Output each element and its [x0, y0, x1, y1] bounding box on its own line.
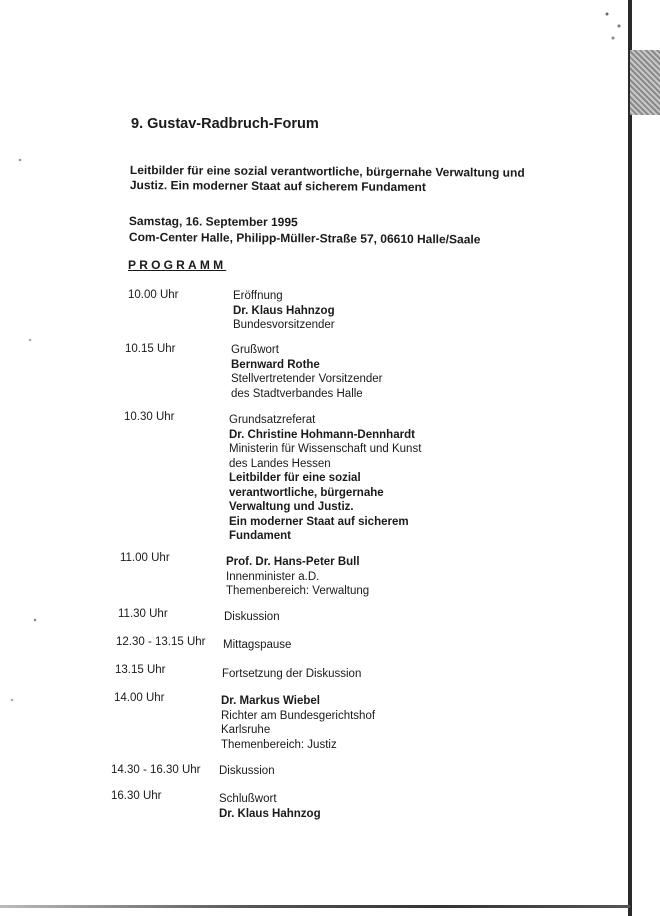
- agenda-time: 11.30 Uhr: [118, 608, 168, 620]
- event-date: Samstag, 16. September 1995: [128, 214, 298, 230]
- agenda-line: des Landes Hessen: [229, 457, 331, 470]
- agenda-line: Diskussion: [219, 765, 275, 777]
- agenda-time: 12.30 - 13.15 Uhr: [116, 636, 206, 648]
- scan-gray-block: [630, 50, 660, 115]
- programm-heading: PROGRAMM: [128, 258, 227, 272]
- agenda-line: des Stadtverbandes Halle: [231, 387, 363, 400]
- agenda-time: 10.30 Uhr: [124, 411, 175, 423]
- agenda-time: 13.15 Uhr: [115, 664, 166, 676]
- agenda-details: [222, 667, 361, 682]
- agenda-line: Schlußwort: [219, 793, 277, 805]
- agenda-line-bold: Prof. Dr. Hans-Peter Bull: [226, 556, 360, 568]
- agenda-line-bold: Dr. Christine Hohmann-Dennhardt: [229, 428, 415, 441]
- agenda-line: Karlsruhe: [221, 724, 271, 736]
- agenda-time: 10.00 Uhr: [128, 289, 179, 301]
- event-venue: Com-Center Halle, Philipp-Müller-Straße 57, 06610 Halle/Saale: [128, 230, 481, 247]
- scan-margin: [632, 0, 660, 916]
- scan-bottom-edge: [0, 905, 630, 908]
- agenda-details: [221, 694, 375, 752]
- agenda-time: 14.00 Uhr: [114, 692, 165, 704]
- agenda-line-bold: Dr. Klaus Hahnzog: [233, 304, 335, 317]
- agenda-line: Stellvertretender Vorsitzender: [231, 373, 383, 385]
- scan-edge-line: [628, 0, 632, 916]
- agenda-line-bold: Leitbilder für eine sozial: [229, 472, 361, 484]
- agenda-details: [233, 289, 335, 333]
- agenda-line: Eröffnung: [233, 290, 283, 302]
- agenda-line: Grußwort: [231, 344, 279, 356]
- agenda-line: Bundesvorsitzender: [233, 319, 335, 331]
- agenda-line: Themenbereich: Verwaltung: [226, 585, 370, 597]
- agenda-line-bold: Dr. Klaus Hahnzog: [219, 807, 321, 820]
- scan-specks: [0, 0, 60, 916]
- agenda-details: [226, 555, 369, 599]
- document-title: 9. Gustav-Radbruch-Forum: [131, 116, 319, 132]
- agenda-line: Themenbereich: Justiz: [221, 738, 337, 751]
- scan-marks: [598, 2, 628, 42]
- agenda-line: Richter am Bundesgerichtshof: [221, 709, 376, 722]
- agenda-details: [224, 610, 280, 625]
- agenda-time: 14.30 - 16.30 Uhr: [111, 764, 201, 776]
- agenda-line: Grundsatzreferat: [229, 414, 316, 426]
- agenda-line-bold: Dr. Markus Wiebel: [221, 695, 320, 707]
- agenda-details: [231, 343, 383, 401]
- agenda-line: Innenminister a.D.: [226, 570, 320, 583]
- agenda-line: Fortsetzung der Diskussion: [222, 668, 362, 680]
- agenda-line-bold: Bernward Rothe: [231, 358, 320, 371]
- agenda-details: [219, 792, 321, 821]
- agenda-line-bold: Ein moderner Staat auf sicherem: [229, 515, 409, 528]
- agenda-line-bold: Fundament: [229, 530, 291, 542]
- agenda-line: Ministerin für Wissenschaft und Kunst: [229, 443, 422, 455]
- agenda-time: 11.00 Uhr: [120, 552, 170, 564]
- agenda-line: Mittagspause: [223, 639, 292, 651]
- agenda-time: 10.15 Uhr: [125, 343, 176, 355]
- agenda-details: [219, 764, 275, 779]
- agenda-details: [223, 638, 291, 653]
- agenda-line-bold: verantwortliche, bürgernahe: [229, 486, 384, 499]
- agenda-details: [229, 413, 421, 544]
- document-subtitle: Leitbilder für eine sozial verantwortliche, bürgernahe Verwaltung und Justiz. Ein moderner Staat auf sicherem Fundament: [129, 163, 525, 195]
- agenda-line: Diskussion: [224, 611, 280, 623]
- agenda-time: 16.30 Uhr: [111, 790, 162, 802]
- agenda-line-bold: Verwaltung und Justiz.: [229, 501, 354, 513]
